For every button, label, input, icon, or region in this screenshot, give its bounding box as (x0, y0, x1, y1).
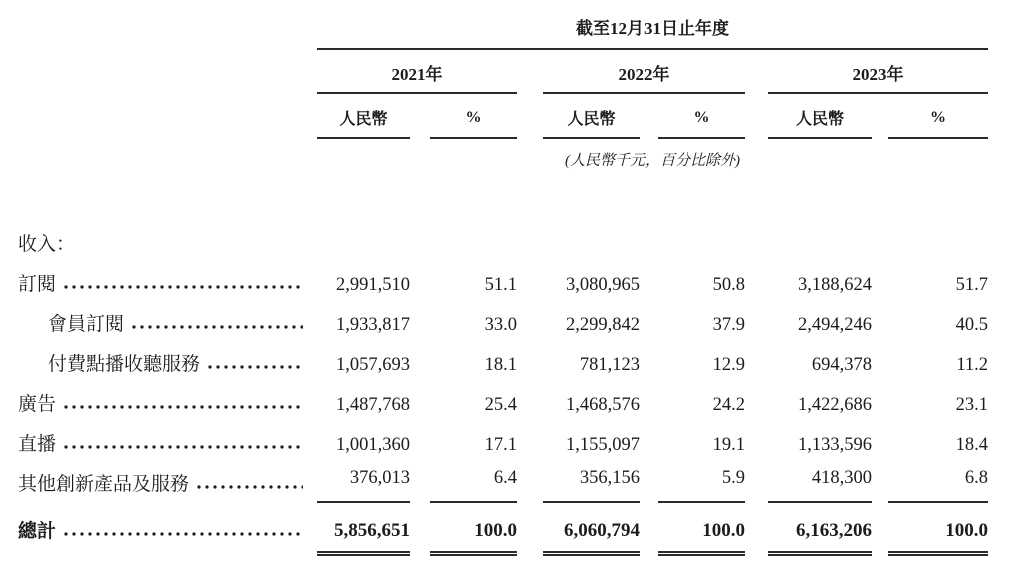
period-header-row (18, 14, 988, 49)
total-2022-pct: 100.0 (658, 502, 745, 552)
spacer (745, 382, 768, 422)
dotted-leader (64, 532, 303, 536)
unit-note-row (18, 138, 988, 170)
period-header: 截至12月31日止年度 (317, 14, 988, 49)
table-row-total (18, 502, 988, 552)
col-header-pct-2022: % (658, 93, 745, 138)
spacer (872, 262, 888, 302)
year-header-row (18, 49, 988, 93)
cell-2022-rmb: 781,123 (579, 355, 640, 375)
spacer (517, 49, 543, 93)
cell-2023-rmb: 1,422,686 (798, 395, 872, 415)
col-header-rmb-2021: 人民幣 (317, 93, 410, 138)
spacer (18, 93, 317, 138)
spacer (640, 342, 658, 382)
spacer (745, 552, 768, 555)
row-label: 訂閱 (18, 274, 57, 295)
year-header-2022: 2022年 (543, 49, 745, 93)
subheader-row (18, 93, 988, 138)
cell-2022-pct: 12.9 (712, 355, 745, 375)
spacer (517, 302, 543, 342)
cell-2022-rmb: 1,468,576 (566, 395, 640, 415)
dotted-leader (64, 285, 303, 289)
cell-2022-rmb: 3,080,965 (566, 275, 640, 295)
spacer (640, 502, 658, 552)
section-label: 收入： (18, 234, 76, 255)
spacer (517, 382, 543, 422)
table-row-paid-on-demand (18, 342, 988, 382)
spacer (745, 502, 768, 552)
cell-2022-pct: 24.2 (712, 395, 745, 415)
cell-2021-pct: 18.1 (484, 355, 517, 375)
spacer (872, 302, 888, 342)
revenue-breakdown-table (18, 14, 988, 556)
spacer (640, 552, 658, 555)
spacer (517, 262, 543, 302)
double-rule (768, 552, 872, 555)
dotted-leader (197, 485, 303, 489)
row-label: 廣告 (18, 394, 57, 415)
spacer (410, 93, 430, 138)
spacer (410, 502, 430, 552)
cell-2022-pct: 37.9 (712, 315, 745, 335)
dotted-leader (132, 325, 303, 329)
spacer (872, 502, 888, 552)
total-2021-rmb: 5,856,651 (317, 502, 410, 552)
cell-2021-pct: 33.0 (484, 315, 517, 335)
spacer (517, 502, 543, 552)
row-label: 會員訂閱 (48, 314, 125, 335)
year-header-2021: 2021年 (317, 49, 517, 93)
table-row-membership-subscriptions (18, 302, 988, 342)
spacer (745, 422, 768, 462)
year-header-2023: 2023年 (768, 49, 988, 93)
cell-2021-pct: 25.4 (484, 395, 517, 415)
cell-2023-pct: 40.5 (955, 315, 989, 335)
col-header-rmb-2023: 人民幣 (768, 93, 872, 138)
double-rule (888, 552, 988, 555)
table-row-subscriptions (18, 262, 988, 302)
cell-2023-pct: 11.2 (956, 355, 989, 375)
cell-2021-pct: 17.1 (484, 435, 517, 455)
unit-note: (人民幣千元，百分比除外) (565, 153, 741, 169)
spacer (410, 262, 430, 302)
spacer (18, 138, 317, 170)
spacer (745, 93, 768, 138)
spacer (745, 462, 768, 502)
cell-2023-rmb: 3,188,624 (798, 275, 872, 295)
spacer (517, 342, 543, 382)
col-header-rmb-2022: 人民幣 (543, 93, 640, 138)
cell-2023-rmb: 418,300 (768, 462, 872, 502)
spacer (872, 552, 888, 555)
cell-2022-pct: 19.1 (712, 435, 745, 455)
spacer (18, 14, 317, 49)
spacer (410, 462, 430, 502)
cell-2021-rmb: 376,013 (317, 462, 410, 502)
spacer (745, 342, 768, 382)
table-row-other-innovative (18, 462, 988, 502)
table-row-live-streaming (18, 422, 988, 462)
total-2023-rmb: 6,163,206 (768, 502, 872, 552)
double-rule (543, 552, 640, 555)
section-header-row (18, 220, 988, 262)
cell-2023-pct: 51.7 (955, 275, 989, 295)
col-header-pct-2023: % (888, 93, 988, 138)
spacer (872, 422, 888, 462)
table-row-advertising (18, 382, 988, 422)
cell-2023-pct: 18.4 (955, 435, 989, 455)
double-rule (317, 552, 410, 555)
spacer (317, 220, 988, 262)
col-header-pct-2021: % (430, 93, 517, 138)
cell-2022-rmb: 2,299,842 (566, 315, 640, 335)
dotted-leader (64, 445, 303, 449)
cell-2022-rmb: 1,155,097 (566, 435, 640, 455)
cell-2021-rmb: 2,991,510 (336, 275, 410, 295)
spacer (640, 422, 658, 462)
cell-2021-pct: 51.1 (484, 275, 517, 295)
total-2022-rmb: 6,060,794 (543, 502, 640, 552)
spacer (872, 462, 888, 502)
total-label: 總計 (18, 521, 57, 542)
spacer (18, 49, 317, 93)
spacer (640, 462, 658, 502)
spacer (745, 49, 768, 93)
total-2023-pct: 100.0 (888, 502, 988, 552)
total-2021-pct: 100.0 (430, 502, 517, 552)
spacer (410, 382, 430, 422)
cell-2022-pct: 50.8 (712, 275, 745, 295)
spacer (18, 552, 317, 555)
dotted-leader (208, 365, 303, 369)
spacer (745, 302, 768, 342)
row-label: 直播 (18, 434, 57, 455)
cell-2021-rmb: 1,487,768 (336, 395, 410, 415)
cell-2023-rmb: 1,133,596 (798, 435, 872, 455)
cell-2023-rmb: 2,494,246 (798, 315, 872, 335)
spacer (745, 262, 768, 302)
cell-2022-pct: 5.9 (658, 462, 745, 502)
spacer (872, 93, 888, 138)
dotted-leader (64, 405, 303, 409)
cell-2021-rmb: 1,001,360 (336, 435, 410, 455)
cell-2021-rmb: 1,933,817 (336, 315, 410, 335)
spacer (517, 462, 543, 502)
spacer (410, 422, 430, 462)
spacer (640, 382, 658, 422)
spacer (872, 382, 888, 422)
row-label: 付費點播收聽服務 (48, 354, 201, 375)
spacer (640, 262, 658, 302)
cell-2021-rmb: 1,057,693 (336, 355, 410, 375)
double-rule (658, 552, 745, 555)
spacer (410, 552, 430, 555)
cell-2021-pct: 6.4 (430, 462, 517, 502)
row-label: 其他創新產品及服務 (18, 474, 190, 495)
cell-2023-rmb: 694,378 (811, 355, 872, 375)
cell-2022-rmb: 356,156 (543, 462, 640, 502)
spacer (410, 342, 430, 382)
spacer (872, 342, 888, 382)
cell-2023-pct: 23.1 (955, 395, 989, 415)
spacer (640, 93, 658, 138)
spacer (410, 302, 430, 342)
cell-2023-pct: 6.8 (888, 462, 988, 502)
spacer (517, 422, 543, 462)
spacer (640, 302, 658, 342)
spacer (517, 93, 543, 138)
double-rule-row (18, 552, 988, 555)
spacer (517, 552, 543, 555)
double-rule (430, 552, 517, 555)
vertical-spacer (18, 170, 988, 220)
